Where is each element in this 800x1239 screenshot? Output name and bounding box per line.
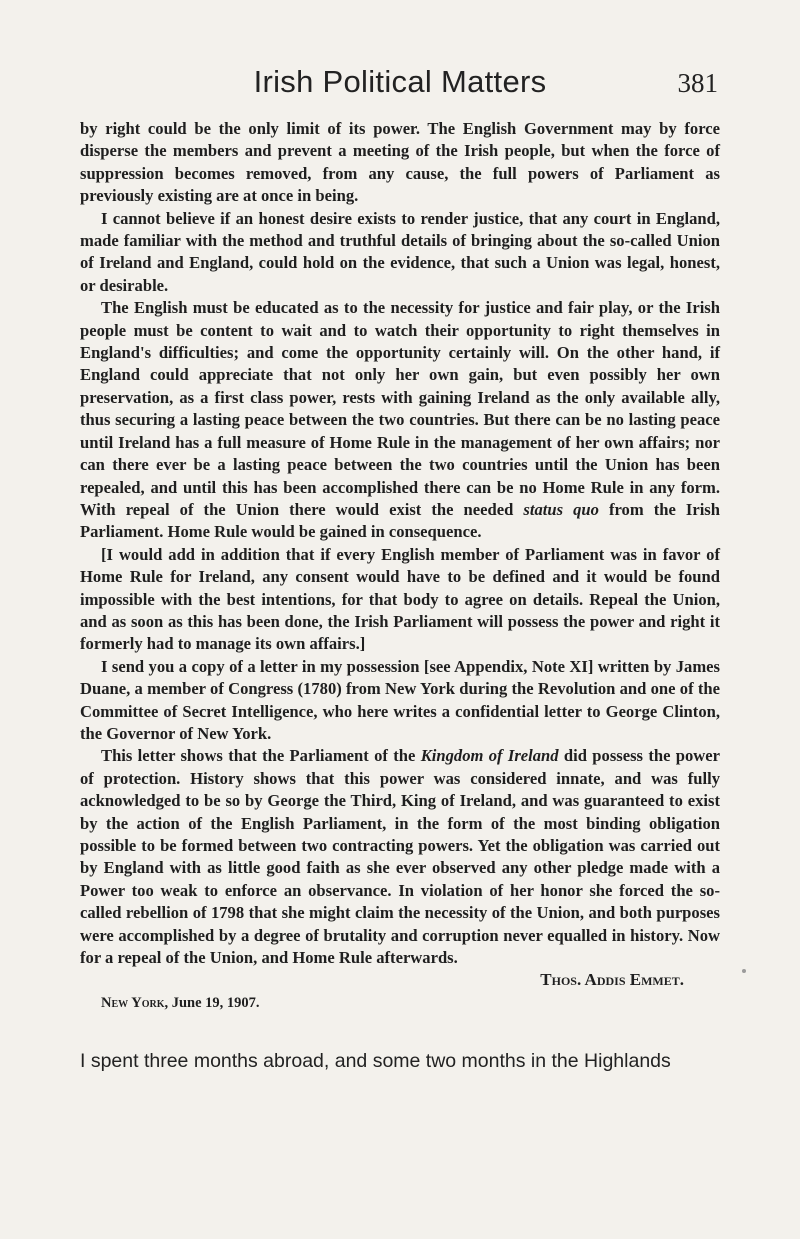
paragraph-3-italic: status quo <box>523 499 599 519</box>
page-header <box>80 64 720 108</box>
dateline <box>80 992 720 1014</box>
paragraph-2: I cannot believe if an honest desire exists to render justice, that any court in England, made familiar with the method and truthful details of bringing about the so-called Union of Ireland and England, could hold on the evidence, that such a Union was legal, honest, or desirable. <box>80 208 720 295</box>
paragraph-3-end: from the Irish Parliament. Home Rule would be gained in consequence. <box>80 499 720 542</box>
paragraph-1: by right could be the only limit of its power. The English Government may by force disperse the members and prevent a meeting of the Irish people, but when the force of suppression becomes removed, from any cause, the full powers of Parliament as previously existing are at once in being. <box>80 119 720 206</box>
paragraph-3-text: The English must be educated as to the necessity for justice and fair play, or the Irish people must be content to wait and to watch their opportunity to right themselves in England's difficulties; and come the opportunity certainly will. On the other hand, if England could appreciate that not only her own gain, but even possibly her own preservation, as a first class power, rests with gaining Ireland as the only available ally, thus securing a lasting peace between the two countries. But there can be no lasting peace until Ireland has a full measure of Home Rule in the management of her own affairs; nor can there ever be a lasting peace between the two countries until the Union has been repealed, and until this has been accomplished there can be no Home Rule in any form. With repeal of the Union there would exist the needed <box>80 298 720 519</box>
dateline-place: New York, <box>101 994 169 1011</box>
running-title: Irish Political Matters <box>253 64 547 99</box>
scan-speck <box>742 969 746 973</box>
page-number: 381 <box>677 68 718 98</box>
signature: Thos. Addis Emmet. <box>540 970 684 990</box>
trailing-line: I spent three months abroad, and some two months in the Highlands <box>80 1050 671 1072</box>
dateline-date: June 19, 1907. <box>171 994 260 1011</box>
paragraph-3 <box>80 297 720 543</box>
paragraph-6-start: This letter shows that the Parliament of the <box>101 746 416 766</box>
paragraph-6-italic: Kingdom of Ireland <box>420 746 559 766</box>
paragraph-5: I send you a copy of a letter in my possession [see Appendix, Note XI] written by James Duane, a member of Congress (1780) from New York during the Revolution and one of the Committee of Secret Intelligence, who here writes a confidential letter to George Clinton, the Governor of New York. <box>80 656 720 743</box>
paragraph-6 <box>80 745 720 969</box>
body-text <box>80 118 720 1014</box>
paragraph-4: [I would add in addition that if every English member of Parliament was in favor of Home Rule for Ireland, any consent would have to be defined and it would be found impossible with the best intentions, for that body to agree on details. Repeal the Union, and as soon as this has been done, the Irish Parliament will possess the power and right it formerly had to manage its own affairs.] <box>80 544 720 654</box>
paragraph-6-end: did possess the power of protection. History shows that this power was considered innate, and was fully acknowledged to be so by George the Third, King of Ireland, and was guaranteed to exist by the action of the English Parliament, in the form of the most binding obligation possible to be formed between two contracting powers. Yet the obligation was carried out by England with as little good faith as she ever observed any other pledge made with a Power too weak to enforce an observance. In violation of her honor she forced the so-called rebellion of 1798 that she might claim the necessity of the Union, and both purposes were accomplished by a degree of brutality and corruption never equalled in history. Now for a repeal of the Union, and Home Rule afterwards. <box>80 746 721 968</box>
